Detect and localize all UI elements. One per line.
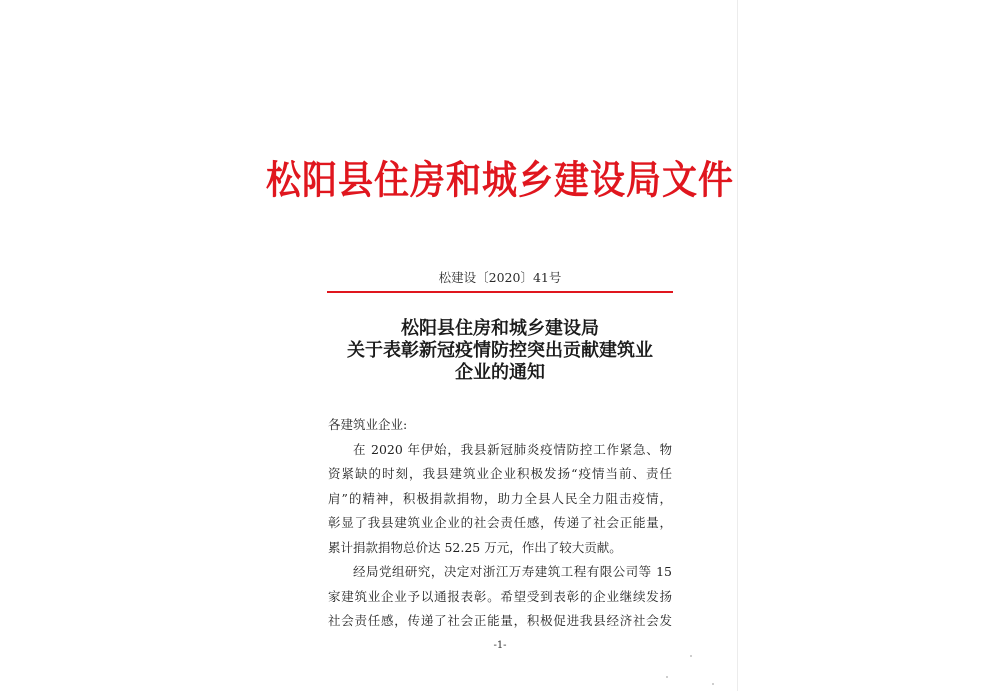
paragraph-1-line: 肩”的精神，积极捐款捐物，助力全县人民全力阻击疫情， xyxy=(328,490,672,506)
salutation: 各建筑业企业: xyxy=(328,417,408,432)
document-number: 松建设〔2020〕41号 xyxy=(438,270,562,285)
letterhead-title: 松阳县住房和城乡建设局文件 xyxy=(265,157,734,204)
page-number: -1- xyxy=(493,640,507,651)
paragraph-1-line: 资紧缺的时刻，我县建筑业企业积极发扬“疫情当前、责任 xyxy=(328,466,672,481)
paper-edge xyxy=(737,0,738,691)
scan-speck xyxy=(666,676,668,678)
scan-speck xyxy=(690,655,692,657)
paragraph-2-line: 社会责任感，传递了社会正能量，积极促进我县经济社会发 xyxy=(328,613,672,628)
notice-title-line-1: 松阳县住房和城乡建设局 xyxy=(401,318,599,339)
notice-title xyxy=(300,318,700,384)
paragraph-1-line: 彰显了我县建筑业企业的社会责任感，传递了社会正能量， xyxy=(328,515,672,530)
notice-body xyxy=(328,413,672,634)
scan-speck xyxy=(712,683,714,685)
paragraph-1-line: 累计捐款捐物总价达 52.25 万元，作出了较大贡献。 xyxy=(328,539,622,555)
notice-title-line-2: 关于表彰新冠疫情防控突出贡献建筑业 xyxy=(347,340,653,361)
paragraph-1-line: 在 2020 年伊始，我县新冠肺炎疫情防控工作紧急、物 xyxy=(353,441,672,457)
paragraph-2-line: 经局党组研究，决定对浙江万寿建筑工程有限公司等 15 xyxy=(353,564,672,579)
notice-title-line-3: 企业的通知 xyxy=(455,362,545,383)
paragraph-2-line: 家建筑业企业予以通报表彰。希望受到表彰的企业继续发扬 xyxy=(328,588,672,604)
red-divider-line xyxy=(327,291,673,293)
